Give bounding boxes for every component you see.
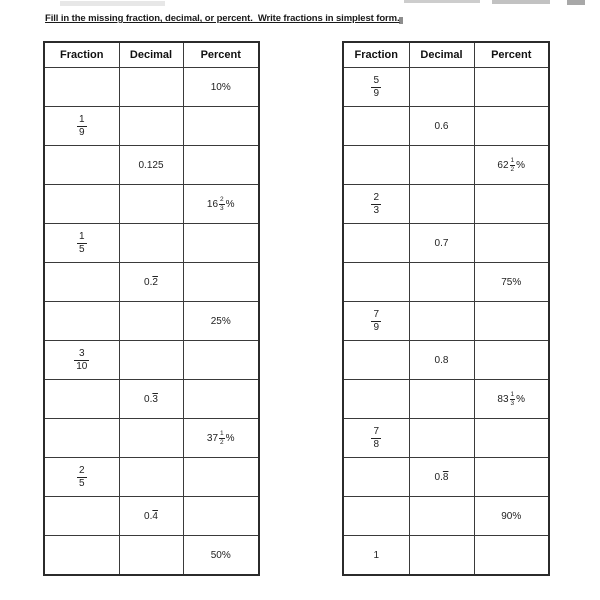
- denominator: 9: [373, 87, 380, 99]
- cell-fraction: [44, 263, 119, 302]
- repeating-decimal-value: 0.3: [144, 393, 158, 405]
- numerator: 1: [510, 391, 515, 399]
- cell-fraction: [343, 146, 409, 185]
- repeating-decimal-value: 0.2: [144, 276, 158, 288]
- conversion-table-left: [43, 41, 260, 576]
- table-row: [343, 497, 549, 536]
- table-row: [44, 341, 259, 380]
- table-row: [44, 536, 259, 576]
- cell-percent: [183, 341, 259, 380]
- fraction-value: [371, 192, 381, 216]
- cell-decimal: [119, 497, 183, 536]
- decimal-value: 0.125: [138, 159, 164, 171]
- fraction-value: [77, 465, 87, 489]
- cell-percent: [183, 68, 259, 107]
- cell-decimal: [119, 224, 183, 263]
- cell-fraction: [343, 497, 409, 536]
- decimal-value: 0.6: [434, 120, 449, 132]
- denominator: 3: [220, 204, 224, 212]
- cell-decimal: [119, 419, 183, 458]
- denominator: 3: [373, 204, 380, 216]
- table-row: [44, 302, 259, 341]
- table-row: [343, 68, 549, 107]
- numerator: 1: [220, 430, 224, 438]
- cell-fraction: [44, 536, 119, 576]
- cell-fraction: [44, 458, 119, 497]
- fraction-part: [219, 430, 225, 445]
- mixed-percent-value: [207, 430, 235, 445]
- fraction-value: 1: [373, 549, 380, 561]
- percent-sign: %: [225, 432, 235, 444]
- percent-sign: %: [225, 198, 235, 210]
- table-row: [343, 263, 549, 302]
- cell-percent: [474, 224, 549, 263]
- table-row: [343, 458, 549, 497]
- denominator: 10: [76, 360, 88, 372]
- cell-percent: [183, 263, 259, 302]
- cell-decimal: [409, 536, 474, 576]
- table-row: [44, 224, 259, 263]
- cell-decimal: [119, 185, 183, 224]
- cell-fraction: [44, 146, 119, 185]
- cell-fraction: [44, 224, 119, 263]
- percent-value: 75%: [501, 276, 522, 288]
- cell-percent: [183, 497, 259, 536]
- table-row: [44, 146, 259, 185]
- table-row: [343, 107, 549, 146]
- table-row: [343, 380, 549, 419]
- column-header-decimal: Decimal: [119, 42, 183, 68]
- cell-percent: [474, 263, 549, 302]
- cell-fraction: [44, 107, 119, 146]
- cell-percent: [183, 185, 259, 224]
- numerator: 3: [78, 348, 85, 359]
- table-row: [44, 380, 259, 419]
- cell-decimal: [409, 341, 474, 380]
- header-row: [44, 42, 259, 68]
- table-row: [44, 68, 259, 107]
- whole-number: 83: [497, 393, 509, 405]
- conversion-table: [43, 41, 260, 576]
- cell-percent: [474, 341, 549, 380]
- repeating-digit: 2: [152, 276, 158, 288]
- cell-fraction: [44, 185, 119, 224]
- cell-decimal: [409, 68, 474, 107]
- cell-fraction: [44, 380, 119, 419]
- numerator: 5: [373, 75, 380, 86]
- table-row: [343, 146, 549, 185]
- repeating-digit: 8: [442, 471, 449, 483]
- worksheet-instructions: Fill in the missing fraction, decimal, or percent. Write fractions in simplest form.: [45, 13, 400, 24]
- cell-percent: [183, 536, 259, 576]
- decimal-value: 0.8: [434, 354, 449, 366]
- percent-sign: %: [516, 393, 526, 405]
- cell-fraction: [343, 224, 409, 263]
- cell-percent: [183, 107, 259, 146]
- cell-percent: [474, 458, 549, 497]
- fraction-part: [510, 391, 516, 406]
- fraction-value: [74, 348, 89, 372]
- repeating-decimal-value: 0.8: [434, 471, 449, 483]
- cell-decimal: [409, 224, 474, 263]
- table-row: [44, 263, 259, 302]
- cell-percent: [474, 302, 549, 341]
- percent-value: 25%: [210, 315, 231, 327]
- scan-artifact: [404, 0, 480, 3]
- column-header-fraction: Fraction: [343, 42, 409, 68]
- table-row: [44, 419, 259, 458]
- cell-fraction: [343, 458, 409, 497]
- cell-decimal: [119, 302, 183, 341]
- cell-decimal: [409, 380, 474, 419]
- cell-decimal: [409, 146, 474, 185]
- cell-decimal: [409, 107, 474, 146]
- cell-decimal: [119, 107, 183, 146]
- cell-decimal: [119, 263, 183, 302]
- cell-decimal: [409, 185, 474, 224]
- denominator: 3: [510, 399, 515, 407]
- mixed-percent-value: [497, 391, 525, 406]
- repeating-digit: 3: [152, 393, 158, 405]
- cell-fraction: [44, 497, 119, 536]
- cell-decimal: [119, 536, 183, 576]
- denominator: 2: [510, 165, 515, 173]
- numerator: 1: [510, 157, 515, 165]
- denominator: 8: [373, 438, 380, 450]
- fraction-part: [510, 157, 516, 172]
- cell-percent: [474, 185, 549, 224]
- table-row: [44, 497, 259, 536]
- cell-decimal: [409, 497, 474, 536]
- cell-percent: [474, 68, 549, 107]
- cell-decimal: [119, 68, 183, 107]
- whole-number: 62: [497, 159, 509, 171]
- cell-percent: [474, 380, 549, 419]
- cell-decimal: [119, 341, 183, 380]
- table-row: [44, 185, 259, 224]
- mixed-percent-value: [207, 196, 235, 211]
- cell-percent: [474, 419, 549, 458]
- cell-decimal: [409, 458, 474, 497]
- whole-number: 37: [206, 432, 219, 444]
- table-row: [343, 302, 549, 341]
- cell-percent: [474, 146, 549, 185]
- repeating-decimal-value: 0.4: [144, 510, 158, 522]
- scan-artifact: [567, 0, 585, 5]
- table-row: [343, 419, 549, 458]
- fraction-part: [219, 196, 225, 211]
- percent-value: 10%: [210, 81, 231, 93]
- table-row: [343, 185, 549, 224]
- scan-artifact: [492, 0, 550, 4]
- cell-fraction: [343, 419, 409, 458]
- numerator: 1: [78, 231, 85, 242]
- cell-decimal: [119, 146, 183, 185]
- cell-fraction: [343, 107, 409, 146]
- cell-fraction: [343, 185, 409, 224]
- numerator: 7: [373, 426, 380, 437]
- cell-percent: [183, 380, 259, 419]
- whole-number: 16: [206, 198, 219, 210]
- cell-decimal: [119, 458, 183, 497]
- percent-sign: %: [516, 159, 526, 171]
- mixed-percent-value: [497, 157, 525, 172]
- table-row: [343, 536, 549, 576]
- cell-fraction: [44, 419, 119, 458]
- numerator: 2: [220, 196, 224, 204]
- column-header-fraction: Fraction: [44, 42, 119, 68]
- numerator: 2: [78, 465, 85, 476]
- cell-decimal: [409, 419, 474, 458]
- cell-fraction: [44, 302, 119, 341]
- percent-value: 50%: [210, 549, 231, 561]
- cell-decimal: [409, 302, 474, 341]
- numerator: 2: [373, 192, 380, 203]
- table-row: [44, 458, 259, 497]
- denominator: 9: [78, 126, 85, 138]
- cell-percent: [183, 224, 259, 263]
- scan-artifact: [60, 1, 165, 6]
- percent-value: 90%: [501, 510, 522, 522]
- scan-artifact: [399, 17, 403, 24]
- column-header-decimal: Decimal: [409, 42, 474, 68]
- fraction-value: [371, 75, 381, 99]
- table-row: [343, 341, 549, 380]
- numerator: 1: [78, 114, 85, 125]
- cell-percent: [183, 458, 259, 497]
- denominator: 5: [78, 477, 85, 489]
- cell-decimal: [409, 263, 474, 302]
- cell-fraction: [343, 302, 409, 341]
- cell-fraction: [44, 341, 119, 380]
- cell-fraction: [343, 263, 409, 302]
- conversion-table: [342, 41, 550, 576]
- denominator: 5: [78, 243, 85, 255]
- header-row: [343, 42, 549, 68]
- cell-percent: [183, 302, 259, 341]
- fraction-value: [371, 309, 381, 333]
- column-header-percent: Percent: [474, 42, 549, 68]
- cell-percent: [474, 536, 549, 576]
- denominator: 9: [373, 321, 380, 333]
- cell-percent: [183, 146, 259, 185]
- cell-fraction: [343, 536, 409, 576]
- fraction-value: [371, 426, 381, 450]
- cell-fraction: [343, 341, 409, 380]
- decimal-value: 0.7: [434, 237, 449, 249]
- denominator: 2: [220, 438, 224, 446]
- cell-fraction: [44, 68, 119, 107]
- cell-fraction: [343, 68, 409, 107]
- table-row: [343, 224, 549, 263]
- cell-percent: [183, 419, 259, 458]
- cell-percent: [474, 107, 549, 146]
- repeating-digit: 4: [152, 510, 158, 522]
- column-header-percent: Percent: [183, 42, 259, 68]
- fraction-value: [77, 114, 87, 138]
- conversion-table-right: [342, 41, 550, 576]
- table-row: [44, 107, 259, 146]
- fraction-value: [77, 231, 87, 255]
- cell-percent: [474, 497, 549, 536]
- cell-decimal: [119, 380, 183, 419]
- numerator: 7: [373, 309, 380, 320]
- cell-fraction: [343, 380, 409, 419]
